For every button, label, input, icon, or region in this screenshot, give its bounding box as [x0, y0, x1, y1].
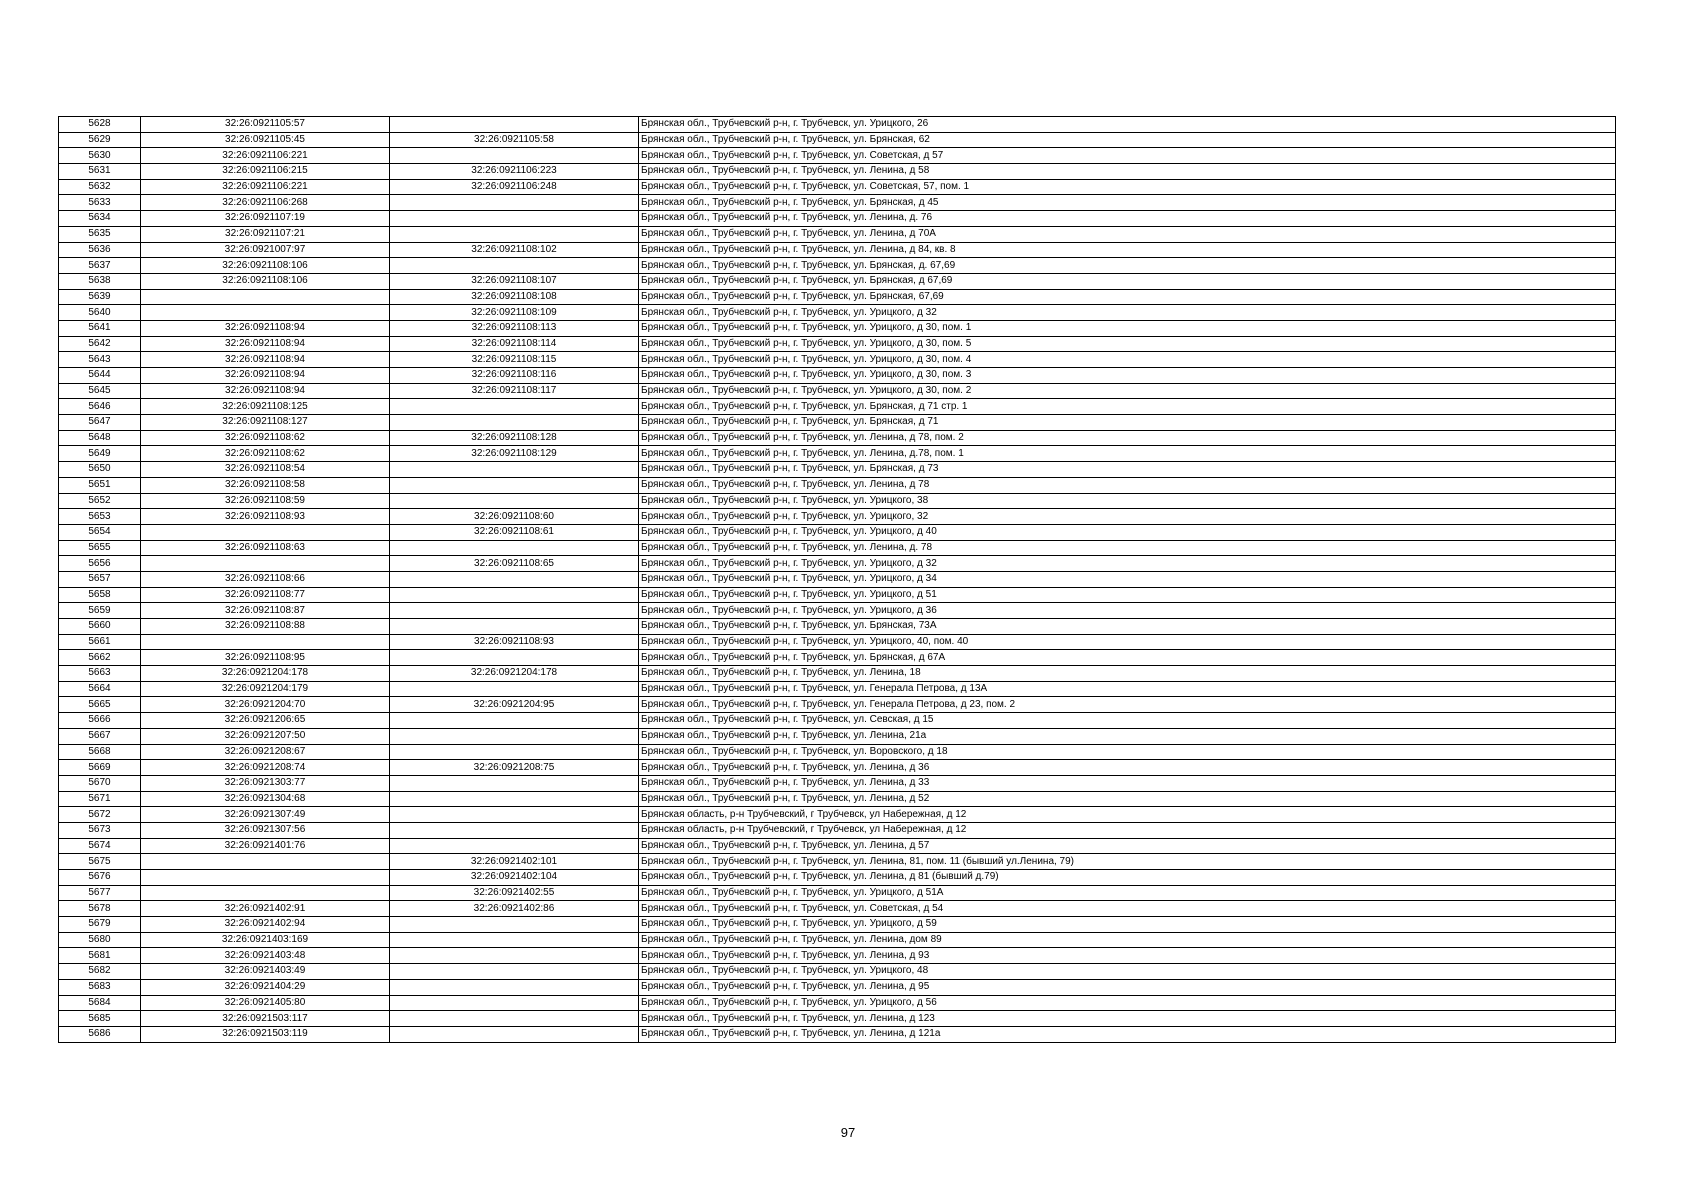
table-row: [59, 242, 1616, 258]
address-cell: Брянская обл., Трубчевский р-н, г. Трубчевск, ул. Урицкого, д 51: [639, 587, 1616, 603]
table-row: [59, 948, 1616, 964]
building-cadastral-number-cell: [390, 148, 639, 164]
address-cell: Брянская обл., Трубчевский р-н, г. Трубчевск, ул. Урицкого, д 56: [639, 995, 1616, 1011]
row-number-cell: 5659: [59, 603, 141, 619]
land-cadastral-number-cell: 32:26:0921108:94: [141, 368, 390, 384]
table-row: [59, 870, 1616, 886]
land-cadastral-number-cell: 32:26:0921106:221: [141, 179, 390, 195]
address-cell: Брянская обл., Трубчевский р-н, г. Трубчевск, ул. Генерала Петрова, д 23, пом. 2: [639, 697, 1616, 713]
row-number-cell: 5638: [59, 273, 141, 289]
address-cell: Брянская обл., Трубчевский р-н, г. Трубчевск, ул. Ленина, д 93: [639, 948, 1616, 964]
row-number-cell: 5634: [59, 211, 141, 227]
building-cadastral-number-cell: 32:26:0921208:75: [390, 760, 639, 776]
address-cell: Брянская обл., Трубчевский р-н, г. Трубчевск, ул. Ленина, д 84, кв. 8: [639, 242, 1616, 258]
land-cadastral-number-cell: 32:26:0921108:94: [141, 320, 390, 336]
land-cadastral-number-cell: 32:26:0921108:125: [141, 399, 390, 415]
building-cadastral-number-cell: [390, 807, 639, 823]
building-cadastral-number-cell: [390, 258, 639, 274]
address-cell: Брянская обл., Трубчевский р-н, г. Трубчевск, ул. Брянская, 67,69: [639, 289, 1616, 305]
building-cadastral-number-cell: [390, 117, 639, 133]
building-cadastral-number-cell: [390, 838, 639, 854]
table-row: [59, 791, 1616, 807]
building-cadastral-number-cell: [390, 713, 639, 729]
address-cell: Брянская обл., Трубчевский р-н, г. Трубчевск, ул. Ленина, д. 76: [639, 211, 1616, 227]
table-row: [59, 117, 1616, 133]
address-cell: Брянская обл., Трубчевский р-н, г. Трубчевск, ул. Воровского, д 18: [639, 744, 1616, 760]
building-cadastral-number-cell: 32:26:0921204:95: [390, 697, 639, 713]
building-cadastral-number-cell: 32:26:0921105:58: [390, 132, 639, 148]
land-cadastral-number-cell: 32:26:0921108:95: [141, 650, 390, 666]
land-cadastral-number-cell: [141, 854, 390, 870]
address-cell: Брянская обл., Трубчевский р-н, г. Трубчевск, ул. Ленина, д. 78: [639, 540, 1616, 556]
table-row: [59, 368, 1616, 384]
table-row: [59, 634, 1616, 650]
building-cadastral-number-cell: [390, 995, 639, 1011]
table-row: [59, 164, 1616, 180]
address-cell: Брянская обл., Трубчевский р-н, г. Трубчевск, ул. Ленина, 21а: [639, 728, 1616, 744]
table-row: [59, 807, 1616, 823]
row-number-cell: 5652: [59, 493, 141, 509]
row-number-cell: 5674: [59, 838, 141, 854]
land-cadastral-number-cell: 32:26:0921108:93: [141, 509, 390, 525]
table-row: [59, 697, 1616, 713]
row-number-cell: 5682: [59, 964, 141, 980]
table-row: [59, 258, 1616, 274]
table-row: [59, 226, 1616, 242]
land-cadastral-number-cell: 32:26:0921404:29: [141, 979, 390, 995]
table-row: [59, 681, 1616, 697]
row-number-cell: 5646: [59, 399, 141, 415]
table-row: [59, 179, 1616, 195]
land-cadastral-number-cell: 32:26:0921108:88: [141, 619, 390, 635]
building-cadastral-number-cell: [390, 979, 639, 995]
row-number-cell: 5649: [59, 446, 141, 462]
table-row: [59, 430, 1616, 446]
land-cadastral-number-cell: 32:26:0921307:49: [141, 807, 390, 823]
address-cell: Брянская обл., Трубчевский р-н, г. Трубчевск, ул. Ленина, дом 89: [639, 932, 1616, 948]
row-number-cell: 5666: [59, 713, 141, 729]
row-number-cell: 5672: [59, 807, 141, 823]
row-number-cell: 5671: [59, 791, 141, 807]
address-cell: Брянская обл., Трубчевский р-н, г. Трубчевск, ул. Советская, д 54: [639, 901, 1616, 917]
row-number-cell: 5658: [59, 587, 141, 603]
building-cadastral-number-cell: 32:26:0921108:128: [390, 430, 639, 446]
building-cadastral-number-cell: [390, 791, 639, 807]
building-cadastral-number-cell: [390, 948, 639, 964]
building-cadastral-number-cell: 32:26:0921108:116: [390, 368, 639, 384]
building-cadastral-number-cell: [390, 1026, 639, 1042]
building-cadastral-number-cell: [390, 493, 639, 509]
land-cadastral-number-cell: 32:26:0921402:91: [141, 901, 390, 917]
row-number-cell: 5630: [59, 148, 141, 164]
table-row: [59, 666, 1616, 682]
address-cell: Брянская обл., Трубчевский р-н, г. Трубчевск, ул. Брянская, д 73: [639, 462, 1616, 478]
land-cadastral-number-cell: 32:26:0921503:117: [141, 1011, 390, 1027]
land-cadastral-number-cell: 32:26:0921403:48: [141, 948, 390, 964]
table-row: [59, 352, 1616, 368]
table-row: [59, 917, 1616, 933]
table-row: [59, 195, 1616, 211]
address-cell: Брянская обл., Трубчевский р-н, г. Трубчевск, ул. Урицкого, д 40: [639, 524, 1616, 540]
table-row: [59, 540, 1616, 556]
row-number-cell: 5650: [59, 462, 141, 478]
land-cadastral-number-cell: 32:26:0921108:66: [141, 571, 390, 587]
row-number-cell: 5655: [59, 540, 141, 556]
row-number-cell: 5667: [59, 728, 141, 744]
table-row: [59, 1011, 1616, 1027]
address-cell: Брянская обл., Трубчевский р-н, г. Трубчевск, ул. Брянская, д 71 стр. 1: [639, 399, 1616, 415]
land-cadastral-number-cell: 32:26:0921105:45: [141, 132, 390, 148]
building-cadastral-number-cell: 32:26:0921108:114: [390, 336, 639, 352]
address-cell: Брянская обл., Трубчевский р-н, г. Трубчевск, ул. Ленина, 81, пом. 11 (бывший ул.Ленина, 79): [639, 854, 1616, 870]
address-cell: Брянская обл., Трубчевский р-н, г. Трубчевск, ул. Брянская, д 67А: [639, 650, 1616, 666]
row-number-cell: 5677: [59, 885, 141, 901]
table-row: [59, 336, 1616, 352]
table-row: [59, 964, 1616, 980]
land-cadastral-number-cell: [141, 885, 390, 901]
row-number-cell: 5640: [59, 305, 141, 321]
building-cadastral-number-cell: [390, 571, 639, 587]
building-cadastral-number-cell: 32:26:0921108:113: [390, 320, 639, 336]
row-number-cell: 5665: [59, 697, 141, 713]
address-cell: Брянская обл., Трубчевский р-н, г. Трубчевск, ул. Брянская, 62: [639, 132, 1616, 148]
table-row: [59, 713, 1616, 729]
row-number-cell: 5676: [59, 870, 141, 886]
row-number-cell: 5633: [59, 195, 141, 211]
building-cadastral-number-cell: [390, 728, 639, 744]
table-row: [59, 305, 1616, 321]
building-cadastral-number-cell: [390, 775, 639, 791]
land-cadastral-number-cell: 32:26:0921106:215: [141, 164, 390, 180]
table-row: [59, 148, 1616, 164]
building-cadastral-number-cell: 32:26:0921108:109: [390, 305, 639, 321]
building-cadastral-number-cell: [390, 932, 639, 948]
row-number-cell: 5678: [59, 901, 141, 917]
row-number-cell: 5645: [59, 383, 141, 399]
row-number-cell: 5670: [59, 775, 141, 791]
building-cadastral-number-cell: [390, 415, 639, 431]
table-row: [59, 524, 1616, 540]
row-number-cell: 5636: [59, 242, 141, 258]
land-cadastral-number-cell: 32:26:0921403:49: [141, 964, 390, 980]
building-cadastral-number-cell: [390, 195, 639, 211]
table-row: [59, 603, 1616, 619]
table-row: [59, 1026, 1616, 1042]
building-cadastral-number-cell: [390, 650, 639, 666]
address-cell: Брянская обл., Трубчевский р-н, г. Трубчевск, ул. Урицкого, д 51А: [639, 885, 1616, 901]
table-row: [59, 446, 1616, 462]
land-cadastral-number-cell: [141, 524, 390, 540]
land-cadastral-number-cell: 32:26:0921208:67: [141, 744, 390, 760]
building-cadastral-number-cell: [390, 822, 639, 838]
building-cadastral-number-cell: [390, 226, 639, 242]
building-cadastral-number-cell: 32:26:0921108:117: [390, 383, 639, 399]
table-row: [59, 838, 1616, 854]
land-cadastral-number-cell: 32:26:0921204:179: [141, 681, 390, 697]
address-cell: Брянская обл., Трубчевский р-н, г. Трубчевск, ул. Урицкого, д 32: [639, 556, 1616, 572]
row-number-cell: 5653: [59, 509, 141, 525]
row-number-cell: 5675: [59, 854, 141, 870]
table-row: [59, 901, 1616, 917]
table-row: [59, 854, 1616, 870]
land-cadastral-number-cell: 32:26:0921106:268: [141, 195, 390, 211]
row-number-cell: 5654: [59, 524, 141, 540]
row-number-cell: 5641: [59, 320, 141, 336]
land-cadastral-number-cell: 32:26:0921206:65: [141, 713, 390, 729]
row-number-cell: 5632: [59, 179, 141, 195]
row-number-cell: 5642: [59, 336, 141, 352]
land-cadastral-number-cell: 32:26:0921108:94: [141, 383, 390, 399]
building-cadastral-number-cell: 32:26:0921106:223: [390, 164, 639, 180]
table-row: [59, 320, 1616, 336]
row-number-cell: 5639: [59, 289, 141, 305]
land-cadastral-number-cell: 32:26:0921108:63: [141, 540, 390, 556]
row-number-cell: 5648: [59, 430, 141, 446]
land-cadastral-number-cell: 32:26:0921405:80: [141, 995, 390, 1011]
building-cadastral-number-cell: [390, 587, 639, 603]
address-cell: Брянская обл., Трубчевский р-н, г. Трубчевск, ул. Урицкого, д 30, пом. 5: [639, 336, 1616, 352]
land-cadastral-number-cell: 32:26:0921108:62: [141, 446, 390, 462]
row-number-cell: 5647: [59, 415, 141, 431]
land-cadastral-number-cell: 32:26:0921108:59: [141, 493, 390, 509]
row-number-cell: 5660: [59, 619, 141, 635]
address-cell: Брянская обл., Трубчевский р-н, г. Трубчевск, ул. Урицкого, д 30, пом. 1: [639, 320, 1616, 336]
row-number-cell: 5669: [59, 760, 141, 776]
land-cadastral-number-cell: 32:26:0921105:57: [141, 117, 390, 133]
address-cell: Брянская обл., Трубчевский р-н, г. Трубчевск, ул. Урицкого, 32: [639, 509, 1616, 525]
address-cell: Брянская обл., Трубчевский р-н, г. Трубчевск, ул. Урицкого, 26: [639, 117, 1616, 133]
address-cell: Брянская обл., Трубчевский р-н, г. Трубчевск, ул. Ленина, д 78, пом. 2: [639, 430, 1616, 446]
land-cadastral-number-cell: 32:26:0921401:76: [141, 838, 390, 854]
row-number-cell: 5637: [59, 258, 141, 274]
row-number-cell: 5686: [59, 1026, 141, 1042]
table-row: [59, 289, 1616, 305]
address-cell: Брянская обл., Трубчевский р-н, г. Трубчевск, ул. Ленина, д 121а: [639, 1026, 1616, 1042]
table-row: [59, 760, 1616, 776]
building-cadastral-number-cell: 32:26:0921402:104: [390, 870, 639, 886]
address-cell: Брянская обл., Трубчевский р-н, г. Трубчевск, ул. Советская, д 57: [639, 148, 1616, 164]
land-cadastral-number-cell: 32:26:0921204:70: [141, 697, 390, 713]
land-cadastral-number-cell: 32:26:0921108:106: [141, 258, 390, 274]
land-cadastral-number-cell: [141, 556, 390, 572]
row-number-cell: 5662: [59, 650, 141, 666]
table-row: [59, 571, 1616, 587]
building-cadastral-number-cell: 32:26:0921108:129: [390, 446, 639, 462]
table-row: [59, 822, 1616, 838]
table-row: [59, 556, 1616, 572]
row-number-cell: 5629: [59, 132, 141, 148]
address-cell: Брянская обл., Трубчевский р-н, г. Трубчевск, ул. Ленина, д 52: [639, 791, 1616, 807]
row-number-cell: 5644: [59, 368, 141, 384]
land-cadastral-number-cell: 32:26:0921303:77: [141, 775, 390, 791]
land-cadastral-number-cell: 32:26:0921207:50: [141, 728, 390, 744]
address-cell: Брянская обл., Трубчевский р-н, г. Трубчевск, ул. Урицкого, 40, пом. 40: [639, 634, 1616, 650]
address-cell: Брянская обл., Трубчевский р-н, г. Трубчевск, ул. Ленина, д 58: [639, 164, 1616, 180]
table-row: [59, 273, 1616, 289]
building-cadastral-number-cell: [390, 477, 639, 493]
address-cell: Брянская область, р-н Трубчевский, г Трубчевск, ул Набережная, д 12: [639, 807, 1616, 823]
building-cadastral-number-cell: 32:26:0921108:60: [390, 509, 639, 525]
building-cadastral-number-cell: 32:26:0921108:93: [390, 634, 639, 650]
table-row: [59, 728, 1616, 744]
address-cell: Брянская обл., Трубчевский р-н, г. Трубчевск, ул. Советская, 57, пом. 1: [639, 179, 1616, 195]
building-cadastral-number-cell: [390, 744, 639, 760]
table-row: [59, 132, 1616, 148]
table-row: [59, 462, 1616, 478]
row-number-cell: 5656: [59, 556, 141, 572]
building-cadastral-number-cell: 32:26:0921108:108: [390, 289, 639, 305]
address-cell: Брянская обл., Трубчевский р-н, г. Трубчевск, ул. Ленина, д 95: [639, 979, 1616, 995]
building-cadastral-number-cell: 32:26:0921402:101: [390, 854, 639, 870]
row-number-cell: 5663: [59, 666, 141, 682]
building-cadastral-number-cell: 32:26:0921108:65: [390, 556, 639, 572]
land-cadastral-number-cell: 32:26:0921108:54: [141, 462, 390, 478]
address-cell: Брянская обл., Трубчевский р-н, г. Трубчевск, ул. Урицкого, 38: [639, 493, 1616, 509]
building-cadastral-number-cell: [390, 462, 639, 478]
building-cadastral-number-cell: [390, 603, 639, 619]
building-cadastral-number-cell: 32:26:0921108:115: [390, 352, 639, 368]
land-cadastral-number-cell: 32:26:0921208:74: [141, 760, 390, 776]
address-cell: Брянская обл., Трубчевский р-н, г. Трубчевск, ул. Урицкого, д 30, пом. 4: [639, 352, 1616, 368]
table-row: [59, 477, 1616, 493]
table-row: [59, 885, 1616, 901]
table-row: [59, 650, 1616, 666]
table-row: [59, 399, 1616, 415]
address-cell: Брянская обл., Трубчевский р-н, г. Трубчевск, ул. Урицкого, д 30, пом. 2: [639, 383, 1616, 399]
address-cell: Брянская обл., Трубчевский р-н, г. Трубчевск, ул. Брянская, д. 67,69: [639, 258, 1616, 274]
row-number-cell: 5680: [59, 932, 141, 948]
table-row: [59, 979, 1616, 995]
land-cadastral-number-cell: 32:26:0921307:56: [141, 822, 390, 838]
address-cell: Брянская обл., Трубчевский р-н, г. Трубчевск, ул. Брянская, д 67,69: [639, 273, 1616, 289]
land-cadastral-number-cell: 32:26:0921108:94: [141, 352, 390, 368]
land-cadastral-number-cell: 32:26:0921402:94: [141, 917, 390, 933]
table-row: [59, 587, 1616, 603]
land-cadastral-number-cell: [141, 634, 390, 650]
land-cadastral-number-cell: 32:26:0921108:77: [141, 587, 390, 603]
building-cadastral-number-cell: [390, 964, 639, 980]
row-number-cell: 5668: [59, 744, 141, 760]
land-cadastral-number-cell: [141, 305, 390, 321]
address-cell: Брянская обл., Трубчевский р-н, г. Трубчевск, ул. Севская, д 15: [639, 713, 1616, 729]
land-cadastral-number-cell: 32:26:0921108:127: [141, 415, 390, 431]
row-number-cell: 5643: [59, 352, 141, 368]
land-cadastral-number-cell: 32:26:0921108:58: [141, 477, 390, 493]
land-cadastral-number-cell: [141, 289, 390, 305]
address-cell: Брянская обл., Трубчевский р-н, г. Трубчевск, ул. Урицкого, д 30, пом. 3: [639, 368, 1616, 384]
building-cadastral-number-cell: [390, 681, 639, 697]
land-cadastral-number-cell: 32:26:0921204:178: [141, 666, 390, 682]
building-cadastral-number-cell: [390, 917, 639, 933]
building-cadastral-number-cell: [390, 399, 639, 415]
land-cadastral-number-cell: 32:26:0921108:106: [141, 273, 390, 289]
address-cell: Брянская обл., Трубчевский р-н, г. Трубчевск, ул. Ленина, д 36: [639, 760, 1616, 776]
address-cell: Брянская обл., Трубчевский р-н, г. Трубчевск, ул. Генерала Петрова, д 13А: [639, 681, 1616, 697]
row-number-cell: 5679: [59, 917, 141, 933]
building-cadastral-number-cell: [390, 1011, 639, 1027]
row-number-cell: 5657: [59, 571, 141, 587]
building-cadastral-number-cell: 32:26:0921402:55: [390, 885, 639, 901]
table-row: [59, 775, 1616, 791]
table-row: [59, 744, 1616, 760]
address-cell: Брянская обл., Трубчевский р-н, г. Трубчевск, ул. Брянская, 73А: [639, 619, 1616, 635]
row-number-cell: 5664: [59, 681, 141, 697]
row-number-cell: 5681: [59, 948, 141, 964]
row-number-cell: 5684: [59, 995, 141, 1011]
land-cadastral-number-cell: 32:26:0921304:68: [141, 791, 390, 807]
building-cadastral-number-cell: 32:26:0921402:86: [390, 901, 639, 917]
table-row: [59, 383, 1616, 399]
address-cell: Брянская обл., Трубчевский р-н, г. Трубчевск, ул. Ленина, д 78: [639, 477, 1616, 493]
land-cadastral-number-cell: 32:26:0921107:21: [141, 226, 390, 242]
land-cadastral-number-cell: 32:26:0921108:62: [141, 430, 390, 446]
building-cadastral-number-cell: 32:26:0921108:61: [390, 524, 639, 540]
land-cadastral-number-cell: 32:26:0921108:94: [141, 336, 390, 352]
land-cadastral-number-cell: 32:26:0921403:169: [141, 932, 390, 948]
table-row: [59, 509, 1616, 525]
address-cell: Брянская обл., Трубчевский р-н, г. Трубчевск, ул. Урицкого, д 34: [639, 571, 1616, 587]
land-cadastral-number-cell: 32:26:0921107:19: [141, 211, 390, 227]
table-row: [59, 211, 1616, 227]
table-row: [59, 932, 1616, 948]
land-cadastral-number-cell: 32:26:0921108:87: [141, 603, 390, 619]
address-cell: Брянская обл., Трубчевский р-н, г. Трубчевск, ул. Урицкого, д 32: [639, 305, 1616, 321]
table-row: [59, 493, 1616, 509]
building-cadastral-number-cell: 32:26:0921204:178: [390, 666, 639, 682]
address-cell: Брянская обл., Трубчевский р-н, г. Трубчевск, ул. Ленина, д 33: [639, 775, 1616, 791]
building-cadastral-number-cell: 32:26:0921106:248: [390, 179, 639, 195]
address-cell: Брянская обл., Трубчевский р-н, г. Трубчевск, ул. Ленина, д 81 (бывший д.79): [639, 870, 1616, 886]
address-cell: Брянская обл., Трубчевский р-н, г. Трубчевск, ул. Брянская, д 45: [639, 195, 1616, 211]
page-number: 97: [840, 1125, 856, 1140]
address-cell: Брянская обл., Трубчевский р-н, г. Трубчевск, ул. Ленина, д 123: [639, 1011, 1616, 1027]
address-cell: Брянская обл., Трубчевский р-н, г. Трубчевск, ул. Ленина, д 70А: [639, 226, 1616, 242]
table-row: [59, 619, 1616, 635]
land-cadastral-number-cell: 32:26:0921007:97: [141, 242, 390, 258]
building-cadastral-number-cell: 32:26:0921108:102: [390, 242, 639, 258]
land-cadastral-number-cell: [141, 870, 390, 886]
row-number-cell: 5673: [59, 822, 141, 838]
row-number-cell: 5628: [59, 117, 141, 133]
address-cell: Брянская обл., Трубчевский р-н, г. Трубчевск, ул. Урицкого, д 59: [639, 917, 1616, 933]
row-number-cell: 5685: [59, 1011, 141, 1027]
land-cadastral-number-cell: 32:26:0921106:221: [141, 148, 390, 164]
row-number-cell: 5631: [59, 164, 141, 180]
registry-table: [58, 116, 1616, 1043]
row-number-cell: 5661: [59, 634, 141, 650]
land-cadastral-number-cell: 32:26:0921503:119: [141, 1026, 390, 1042]
row-number-cell: 5651: [59, 477, 141, 493]
address-cell: Брянская обл., Трубчевский р-н, г. Трубчевск, ул. Брянская, д 71: [639, 415, 1616, 431]
address-cell: Брянская обл., Трубчевский р-н, г. Трубчевск, ул. Урицкого, д 36: [639, 603, 1616, 619]
building-cadastral-number-cell: [390, 211, 639, 227]
building-cadastral-number-cell: [390, 540, 639, 556]
table-row: [59, 415, 1616, 431]
building-cadastral-number-cell: [390, 619, 639, 635]
row-number-cell: 5635: [59, 226, 141, 242]
address-cell: Брянская обл., Трубчевский р-н, г. Трубчевск, ул. Ленина, 18: [639, 666, 1616, 682]
address-cell: Брянская обл., Трубчевский р-н, г. Трубчевск, ул. Урицкого, 48: [639, 964, 1616, 980]
address-cell: Брянская обл., Трубчевский р-н, г. Трубчевск, ул. Ленина, д.78, пом. 1: [639, 446, 1616, 462]
building-cadastral-number-cell: 32:26:0921108:107: [390, 273, 639, 289]
row-number-cell: 5683: [59, 979, 141, 995]
address-cell: Брянская область, р-н Трубчевский, г Трубчевск, ул Набережная, д 12: [639, 822, 1616, 838]
table-row: [59, 995, 1616, 1011]
registry-table-body: [59, 117, 1616, 1043]
address-cell: Брянская обл., Трубчевский р-н, г. Трубчевск, ул. Ленина, д 57: [639, 838, 1616, 854]
